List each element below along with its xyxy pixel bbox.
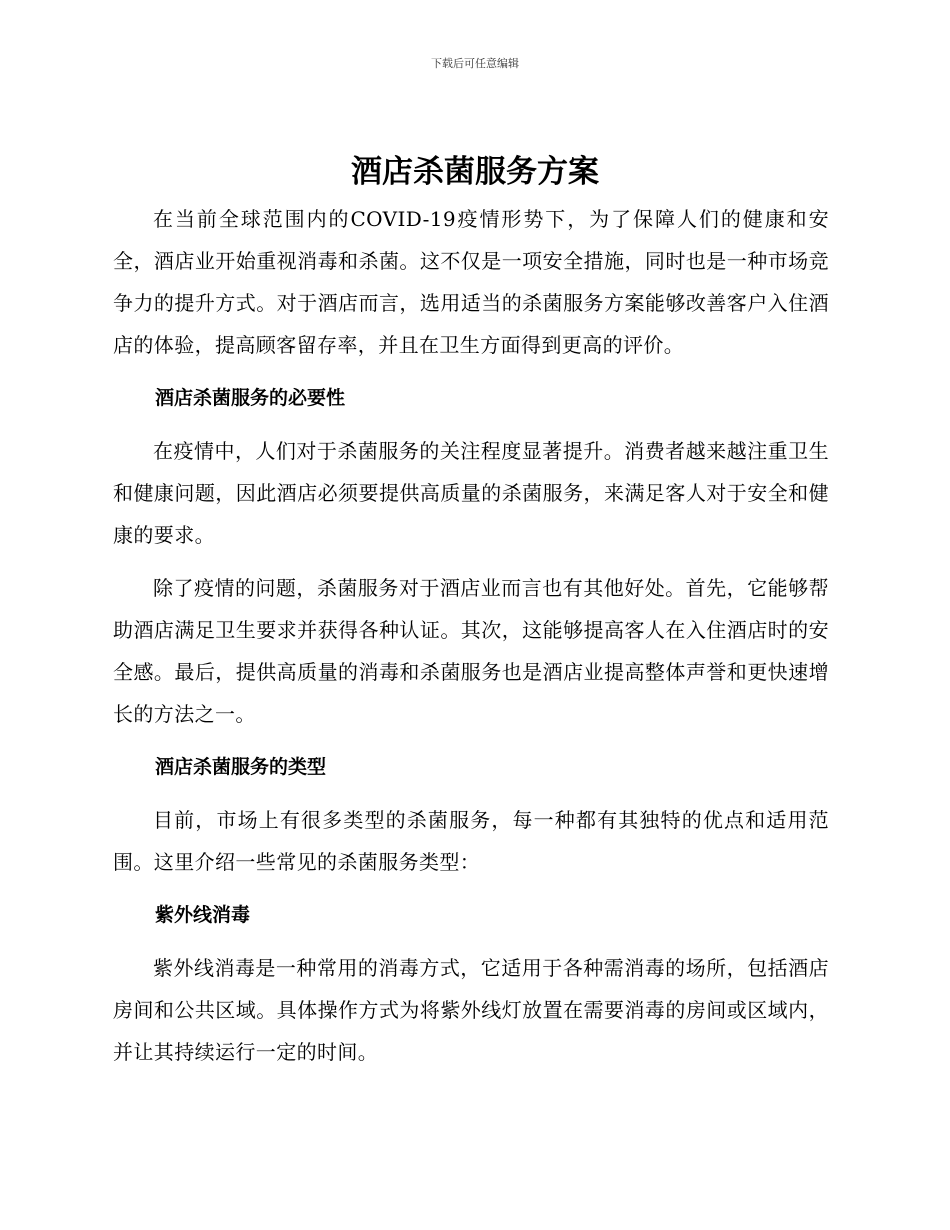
section-heading-necessity: 酒店杀菌服务的必要性 <box>155 387 346 409</box>
header-note: 下载后可任意编辑 <box>431 57 519 70</box>
necessity-paragraph-2: 除了疫情的问题，杀菌服务对于酒店业而言也有其他好处。首先，它能够帮助酒店满足卫生要求并获得各种认证。其次，这能够提高客人在入住酒店时的安全感。最后，提供高质量的消毒和杀菌服务也是酒店业提高整体声誉和更快速增长的方法之一。 <box>113 576 829 726</box>
document-title: 酒店杀菌服务方案 <box>351 154 599 190</box>
section-heading-types: 酒店杀菌服务的类型 <box>155 756 327 778</box>
uv-paragraph: 紫外线消毒是一种常用的消毒方式，它适用于各种需消毒的场所，包括酒店房间和公共区域。具体操作方式为将紫外线灯放置在需要消毒的房间或区域内，并让其持续运行一定的时间。 <box>113 956 829 1064</box>
section-heading-uv: 紫外线消毒 <box>155 904 251 926</box>
necessity-paragraph-1: 在疫情中，人们对于杀菌服务的关注程度显著提升。消费者越来越注重卫生和健康问题，因此酒店必须要提供高质量的杀菌服务，来满足客人对于安全和健康的要求。 <box>113 439 829 547</box>
intro-paragraph: 在当前全球范围内的COVID-19疫情形势下，为了保障人们的健康和安全，酒店业开始重视消毒和杀菌。这不仅是一项安全措施，同时也是一种市场竞争力的提升方式。对于酒店而言，选用适当的杀菌服务方案能够改善客户入住酒店的体验，提高顾客留存率，并且在卫生方面得到更高的评价。 <box>113 207 829 357</box>
document-body <box>113 198 829 1073</box>
types-intro-paragraph: 目前，市场上有很多类型的杀菌服务，每一种都有其独特的优点和适用范围。这里介绍一些常见的杀菌服务类型： <box>113 808 829 874</box>
